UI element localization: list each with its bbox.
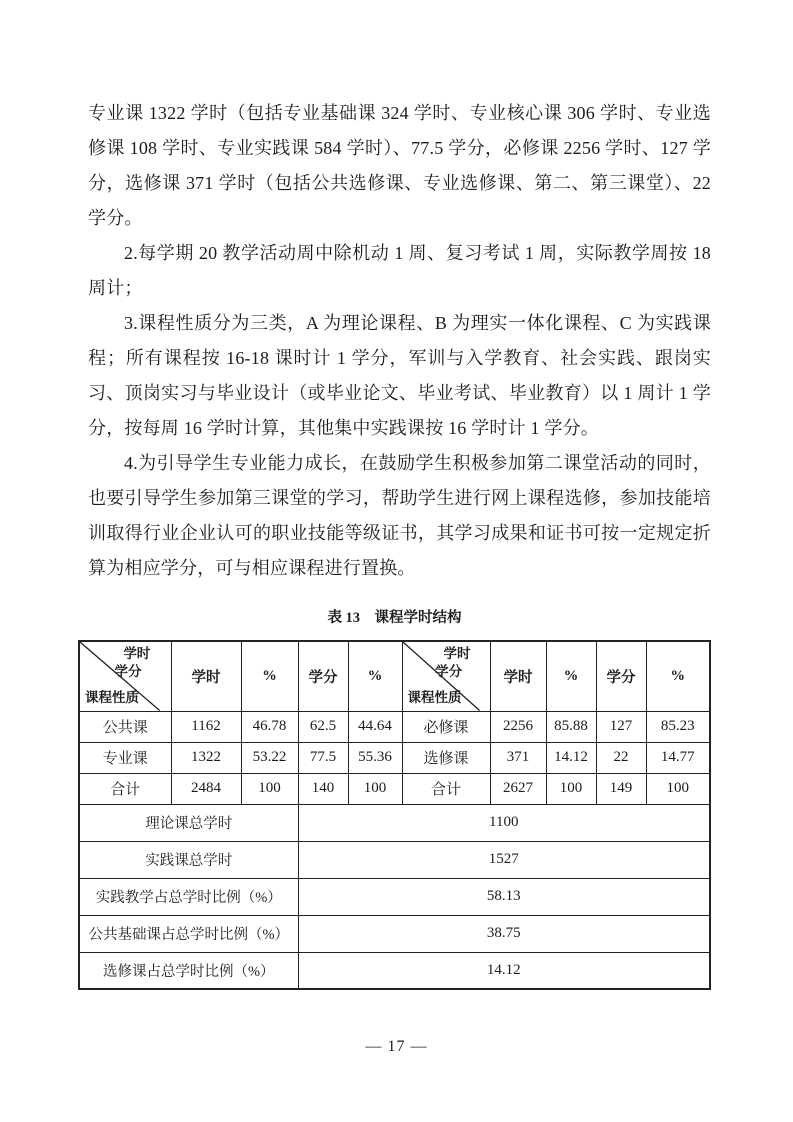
table-cell: 合计 xyxy=(79,773,171,804)
table-cell: 2627 xyxy=(490,773,546,804)
summary-row xyxy=(79,952,710,989)
table-cell: 100 xyxy=(241,773,298,804)
table-cell: 46.78 xyxy=(241,711,298,742)
col-header-hours-pct: % xyxy=(546,641,596,711)
table-header-row xyxy=(79,641,710,711)
table-row xyxy=(79,742,710,773)
summary-label: 实践教学占总学时比例（%） xyxy=(79,878,298,915)
table-cell: 100 xyxy=(546,773,596,804)
corner-header-cell xyxy=(79,641,171,711)
table-cell: 53.22 xyxy=(241,742,298,773)
corner-top-label: 学时 xyxy=(123,646,151,661)
table-cell: 127 xyxy=(596,711,646,742)
summary-label: 公共基础课占总学时比例（%） xyxy=(79,915,298,952)
table-cell: 2484 xyxy=(171,773,241,804)
summary-row xyxy=(79,841,710,878)
col-header-hours: 学时 xyxy=(490,641,546,711)
col-header-credits-pct: % xyxy=(348,641,402,711)
corner-top-label: 学时 xyxy=(443,646,471,661)
table-cell: 77.5 xyxy=(298,742,348,773)
corner-bottom-label: 课程性质 xyxy=(85,689,139,705)
table-cell: 1322 xyxy=(171,742,241,773)
corner-mid-label: 学分 xyxy=(114,664,142,679)
table-caption: 表 13 课程学时结构 xyxy=(327,610,462,626)
table-cell: 公共课 xyxy=(79,711,171,742)
col-header-hours-pct: % xyxy=(241,641,298,711)
table-cell: 14.77 xyxy=(646,742,710,773)
table-row xyxy=(79,773,710,804)
course-hours-structure-table xyxy=(78,640,711,990)
table-cell: 55.36 xyxy=(348,742,402,773)
table-cell: 合计 xyxy=(402,773,490,804)
page-number: — 17 — xyxy=(365,1038,428,1055)
table-cell: 140 xyxy=(298,773,348,804)
summary-value: 58.13 xyxy=(298,878,710,915)
table-cell: 44.64 xyxy=(348,711,402,742)
summary-value: 14.12 xyxy=(298,952,710,989)
table-cell: 2256 xyxy=(490,711,546,742)
paragraph: 4.为引导学生专业能力成长，在鼓励学生积极参加第二课堂活动的同时，也要引导学生参加第三课堂的学习，帮助学生进行网上课程选修，参加技能培训取得行业企业认可的职业技能等级证书，其学习成果和证书可按一定规定折算为相应学分，可与相应课程进行置换。 xyxy=(88,453,711,578)
summary-label: 实践课总学时 xyxy=(79,841,298,878)
table-cell: 85.23 xyxy=(646,711,710,742)
col-header-credits: 学分 xyxy=(596,641,646,711)
summary-value: 1527 xyxy=(298,841,710,878)
table-cell: 371 xyxy=(490,742,546,773)
table-cell: 149 xyxy=(596,773,646,804)
summary-row xyxy=(79,804,710,841)
table-cell: 选修课 xyxy=(402,742,490,773)
col-header-credits-pct: % xyxy=(646,641,710,711)
table-cell: 14.12 xyxy=(546,742,596,773)
col-header-hours: 学时 xyxy=(171,641,241,711)
table-row xyxy=(79,711,710,742)
table-cell: 专业课 xyxy=(79,742,171,773)
content-area xyxy=(78,96,711,990)
summary-value: 38.75 xyxy=(298,915,710,952)
summary-label: 选修课占总学时比例（%） xyxy=(79,952,298,989)
summary-value: 1100 xyxy=(298,804,710,841)
table-cell: 22 xyxy=(596,742,646,773)
col-header-credits: 学分 xyxy=(298,641,348,711)
summary-row xyxy=(79,915,710,952)
paragraph: 专业课 1322 学时（包括专业基础课 324 学时、专业核心课 306 学时、专业选修课 108 学时、专业实践课 584 学时）、77.5 学分，必修课 2256 学时、127 学分，选修课 371 学时（包括公共选修课、专业选修课、第二、第三课堂）、22 学分。 xyxy=(88,103,711,228)
paragraph: 2.每学期 20 教学活动周中除机动 1 周、复习考试 1 周，实际教学周按 18 周计； xyxy=(88,243,711,298)
table-cell: 100 xyxy=(646,773,710,804)
corner-header-cell xyxy=(402,641,490,711)
corner-bottom-label: 课程性质 xyxy=(407,689,462,705)
paragraph: 3.课程性质分为三类，A 为理论课程、B 为理实一体化课程、C 为实践课程；所有课程按 16-18 课时计 1 学分，军训与入学教育、社会实践、跟岗实习、顶岗实习与毕业设计（或毕业论文、毕业考试、毕业教育）以 1 周计 1 学分，按每周 16 学时计算，其他集中实践课按 16 学时计 1 学分。 xyxy=(88,313,711,438)
table-cell: 62.5 xyxy=(298,711,348,742)
table-cell: 必修课 xyxy=(402,711,490,742)
table-cell: 1162 xyxy=(171,711,241,742)
summary-label: 理论课总学时 xyxy=(79,804,298,841)
corner-mid-label: 学分 xyxy=(435,664,463,679)
table-cell: 85.88 xyxy=(546,711,596,742)
table-cell: 100 xyxy=(348,773,402,804)
summary-row xyxy=(79,878,710,915)
